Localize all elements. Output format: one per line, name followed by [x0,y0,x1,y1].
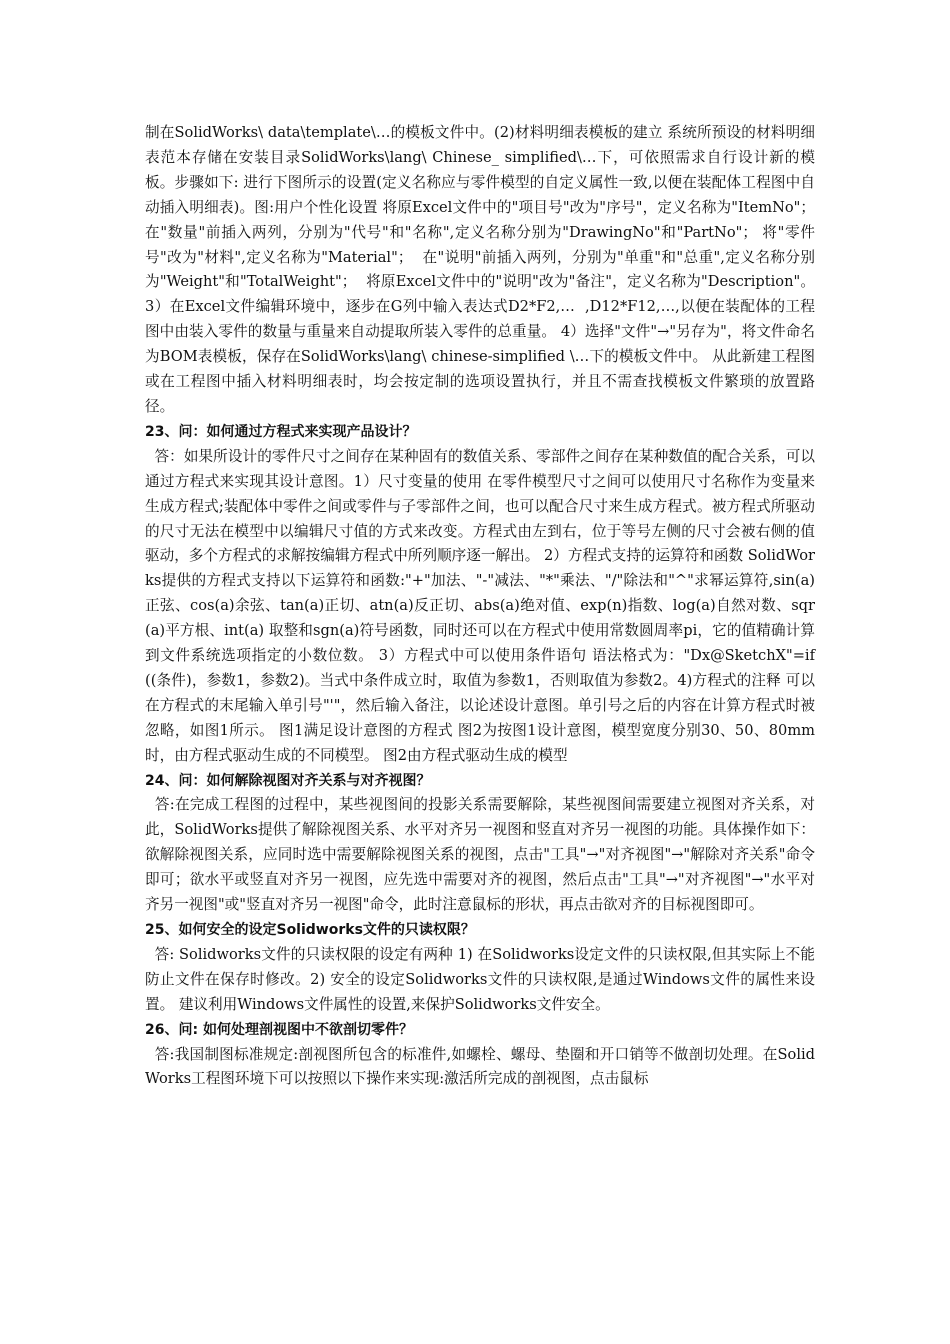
section-heading-26: 26、问: 如何处理剖视图中不欲剖切零件？ [145,1021,413,1038]
section-answer-25: 答: Solidworks文件的只读权限的设定有两种 1) 在Solidworks设定文件的只读权限,但其实际上不能防止文件在保存时修改。2) 安全的设定Solidworks文件的只读权限,是通过Windows文件的属性来设置。 建议利用Windows文件属性的设置,来保护Solidworks文件安全。 [145,945,815,1013]
section-heading-24: 24、问：如何解除视图对齐关系与对齐视图？ [145,772,431,789]
section-heading-25: 25、如何安全的设定Solidworks文件的只读权限？ [145,922,475,938]
intro-paragraph: 制在SolidWorks\ data\template\…的模板文件中。(2)材料明细表模板的建立 系统所预设的材料明细表范本存储在安装目录SolidWorks\lang\ Chinese_ simplified\…下，可依照需求自行设计新的模板。步骤如下: 进行下图所示的设置(定义名称应与零件模型的自定义属性一致,以便在装配体工程图中自动插入明细表)。图:用户个性化设置 将原Excel文件中的"项目号"改为"序号"，定义名称为"ItemNo"； 在"数量"前插入两列，分别为"代号"和"名称",定义名称分别为"DrawingNo"和"PartNo"； 将"零件号"改为"材料",定义名称为"Material"； 在"说明"前插入两列，分别为"单重"和"总重",定义名称分别为"Weight"和"TotalWeight"； 将原Excel文件中的"说明"改为"备注"，定义名称为"Description"。 3）在Excel文件编辑环境中，逐步在G列中输入表达式D2*F2,… ,D12*F12,…,以便在装配体的工程图中由装入零件的数量与重量来自动提取所装入零件的总重量。 4）选择"文件"→"另存为"，将文件命名为BOM表模板，保存在SolidWorks\lang\ chinese-simplified \…下的模板文件中。 从此新建工程图或在工程图中插入材料明细表时，均会按定制的选项设置执行，并且不需查找模板文件繁琐的放置路径。 [145,124,825,415]
section-answer-26: 答:我国制图标准规定:剖视图所包含的标准件,如螺栓、螺母、垫圈和开口销等不做剖切处理。在SolidWorks工程图环境下可以按照以下操作来实现:激活所完成的剖视图，点击鼠标 [145,1045,815,1088]
section-heading-23: 23、问：如何通过方程式来实现产品设计？ [145,423,417,440]
section-answer-23: 答：如果所设计的零件尺寸之间存在某种固有的数值关系、零部件之间存在某种数值的配合关系，可以通过方程式来实现其设计意图。1）尺寸变量的使用 在零件模型尺寸之间可以使用尺寸名称作为变量来生成方程式;装配体中零件之间或零件与子零部件之间，也可以配合尺寸来生成方程式。被方程式所驱动的尺寸无法在模型中以编辑尺寸值的方式来改变。方程式由左到右，位于等号左侧的尺寸会被右侧的值驱动，多个方程式的求解按编辑方程式中所列顺序逐一解出。 2）方程式支持的运算符和函数 SolidWorks提供的方程式支持以下运算符和函数:"+"加法、"-"减法、"*"乘法、"/"除法和"^"求幂运算符,sin(a)正弦、cos(a)余弦、tan(a)正切、atn(a)反正切、abs(a)绝对值、exp(n)指数、log(a)自然对数、sqr(a)平方根、int(a) 取整和sgn(a)符号函数，同时还可以在方程式中使用常数圆周率pi，它的值精确计算到文件系统选项指定的小数位数。 3）方程式中可以使用条件语句 语法格式为："Dx@SketchX"=if((条件)，参数1，参数2)。当式中条件成立时，取值为参数1，否则取值为参数2。4)方程式的注释 可以在方程式的末尾输入单引号"'"，然后输入备注，以论述设计意图。单引号之后的内容在计算方程式时被忽略，如图1所示。 图1满足设计意图的方程式 图2为按图1设计意图，模型宽度分别30、50、80mm时，由方程式驱动生成的不同模型。 图2由方程式驱动生成的模型 [145,447,815,764]
document-page [145,121,825,1092]
section-answer-24: 答:在完成工程图的过程中，某些视图间的投影关系需要解除，某些视图间需要建立视图对齐关系，对此，SolidWorks提供了解除视图关系、水平对齐另一视图和竖直对齐另一视图的功能。具体操作如下：欲解除视图关系，应同时选中需要解除视图关系的视图，点击"工具"→"对齐视图"→"解除对齐关系"命令即可；欲水平或竖直对齐另一视图，应先选中需要对齐的视图，然后点击"工具"→"对齐视图"→"水平对齐另一视图"或"竖直对齐另一视图"命令，此时注意鼠标的形状，再点击欲对齐的目标视图即可。 [145,796,815,914]
